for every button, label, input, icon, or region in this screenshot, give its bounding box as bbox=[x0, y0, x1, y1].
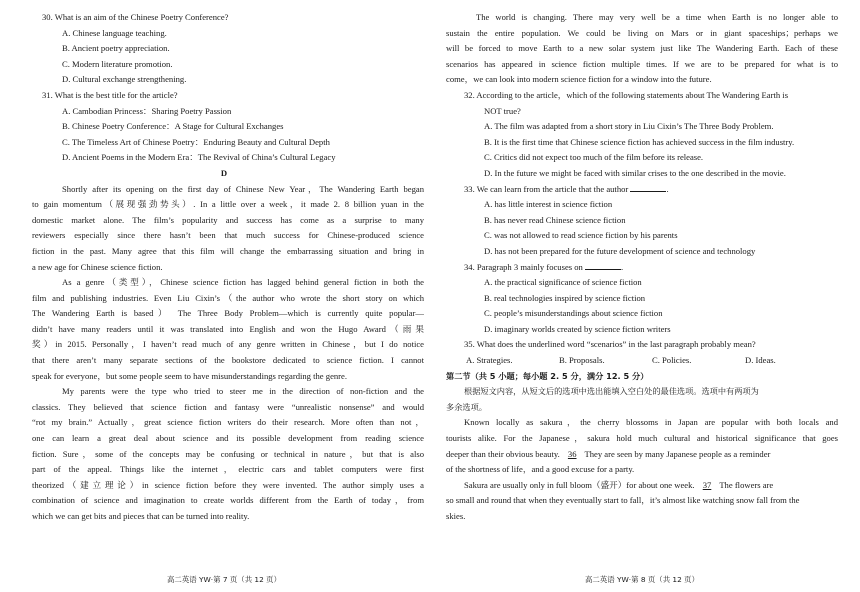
passage-line: come，we can look into modern science fiction for a window into the future. bbox=[446, 74, 712, 85]
passage-line: As a genre（类型），Chinese science fiction has lagged behind general fiction in both the bbox=[62, 277, 424, 288]
passage-line: one can learn a great deal about science and its possible development from reading science bbox=[32, 433, 424, 444]
passage-d bbox=[24, 182, 424, 525]
sakura-line: skies. bbox=[446, 511, 466, 521]
question-34-option-a: A. the practical significance of science fiction bbox=[484, 277, 642, 288]
page-footer-7: 高二英语 YW·第 7 页（共 12 页） bbox=[167, 575, 281, 584]
question-31-option-a: A. Cambodian Princess：Sharing Poetry Passion bbox=[62, 105, 232, 116]
passage-line: sustain the entire population. We could be living on Mars or in giant spaceships；perhaps we bbox=[446, 27, 838, 38]
blank-37: 37 bbox=[702, 479, 712, 490]
blank-36: 36 bbox=[567, 448, 577, 459]
question-30-option-a: A. Chinese language teaching. bbox=[62, 27, 167, 38]
question-31-option-d: D. Ancient Poems in the Modern Era：The Revival of China’s Cultural Legacy bbox=[62, 152, 336, 163]
question-30-option-d: D. Cultural exchange strengthening. bbox=[62, 74, 187, 85]
sakura-line: so small and round that when they eventually start to fall，it’s almost like watching snow fall from the bbox=[446, 495, 800, 506]
sakura-line-with-blank-36: deeper than their obvious beauty. 36 They are seen by many Japanese people as a reminder bbox=[446, 448, 771, 459]
question-31-stem: 31. What is the best title for the article? bbox=[42, 89, 178, 100]
question-35-option-b: B. Proposals. bbox=[559, 355, 605, 366]
question-33-option-d: D. has not been prepared for the future development of science and technology bbox=[484, 245, 756, 256]
passage-line: combination of science and imagination to create worlds different from the Earth of today，from bbox=[32, 495, 424, 506]
passage-line: film and publishing industries. Even Liu Cixin’s（the author who wrote the short story on which bbox=[32, 292, 424, 303]
passage-line: theorized（建立理论）in science fiction before they were invented. The author simply uses a bbox=[32, 479, 424, 490]
question-34-stem: 34. Paragraph 3 mainly focuses on . bbox=[464, 261, 624, 272]
question-34-option-d: D. imaginary worlds created by science fiction writers bbox=[484, 323, 671, 334]
passage-line: My parents were the type who tried to steer me in the direction of non-fiction and the bbox=[62, 386, 424, 397]
left-page bbox=[24, 0, 424, 592]
question-35-option-a: A. Strategies. bbox=[466, 355, 513, 366]
passage-line: a new age for Chinese science fiction. bbox=[32, 261, 163, 272]
sakura-line: of the shortness of life，and a good excuse for a party. bbox=[446, 464, 635, 475]
sakura-line: tourists alike. For the Japanese，sakura hold much cultural and historical significance that goes bbox=[446, 433, 838, 444]
page-footer-8: 高二英语 YW·第 8 页（共 12 页） bbox=[585, 575, 699, 584]
passage-line: domestic market alone. The film’s popularity and success has come as a surprise to many bbox=[32, 214, 424, 225]
question-33-option-a: A. has little interest in science fiction bbox=[484, 199, 613, 210]
passage-line: fiction in the past. Many agree that this film will change the embarrassing situation and bring in bbox=[32, 245, 424, 256]
passage-line: “rot my brain.” Actually，great science fiction writers do their research. More often than not， bbox=[32, 417, 424, 428]
question-30-option-c: C. Modern literature promotion. bbox=[62, 58, 173, 69]
sakura-line-with-blank-37: Sakura are usually only in full bloom（盛开）for about one week. 37 The flowers are bbox=[464, 479, 774, 490]
passage-line: speak for everyone，but some people seem to have misunderstandings regarding the genre. bbox=[32, 370, 348, 381]
question-31-option-c: C. The Timeless Art of Chinese Poetry：Enduring Beauty and Cultural Depth bbox=[62, 136, 330, 147]
passage-line: classics. They believed that science fiction and fantasy were “unrealistic nonsense” and would bbox=[32, 401, 424, 412]
question-33-option-c: C. was not allowed to read science fiction by his parents bbox=[484, 230, 678, 241]
passage-line: to gain momentum（展现强劲势头）. In a little over a week，it made 2. 8 billion yuan in the bbox=[32, 199, 424, 210]
question-32-option-c: C. Critics did not expect too much of the film before its release. bbox=[484, 152, 704, 163]
question-35-option-d: D. Ideas. bbox=[745, 355, 776, 366]
passage-line: The world is changing. There may very well be a time when Earth is no longer able to bbox=[476, 12, 838, 22]
answer-blank bbox=[585, 260, 621, 270]
section-2-instruction: 根据短文内容，从短文后的选项中选出能填入空白处的最佳选项。选项中有两项为 bbox=[464, 386, 759, 397]
question-32-stem: 32. According to the article，which of the following statements about The Wandering Earth is bbox=[464, 89, 789, 100]
question-32-option-a: A. The film was adapted from a short story in Liu Cixin’s The Three Body Problem. bbox=[484, 121, 774, 132]
question-35-options bbox=[446, 353, 838, 369]
passage-line: 奖）in 2015. Personally，I haven’t read much of any genre written in Chinese，but I do notice bbox=[32, 339, 424, 350]
passage-line: The Wandering Earth is based） The Three Body Problem—which is currently quite popular— bbox=[32, 308, 424, 319]
question-35-stem: 35. What does the underlined word “scenarios” in the last paragraph probably mean? bbox=[464, 339, 756, 350]
passage-line: scenarios has appeared in science fiction multiple times. If we are to be prepared for what is to bbox=[446, 58, 838, 69]
question-30-stem: 30. What is an aim of the Chinese Poetry Conference? bbox=[42, 12, 229, 22]
question-35-option-c: C. Policies. bbox=[652, 355, 692, 366]
passage-line: part of the appeal. Things like the internet，electric cars and tablet computers were first bbox=[32, 464, 424, 475]
passage-line: reviewers especially since there hasn’t been that much success for Chinese-produced science bbox=[32, 230, 424, 241]
question-32-stem-cont: NOT true? bbox=[484, 105, 521, 116]
passage-line: Shortly after its opening on the first day of Chinese New Year，The Wandering Earth began bbox=[62, 183, 424, 194]
question-33-option-b: B. has never read Chinese science fiction bbox=[484, 214, 626, 225]
question-31-option-b: B. Chinese Poetry Conference：A Stage for Cultural Exchanges bbox=[62, 121, 284, 132]
passage-line: fiction. Sure，some of the concepts may be confusing or technical in nature，but that is also bbox=[32, 448, 424, 459]
question-32-option-d: D. In the future we might be faced with similar crises to the one described in the movie. bbox=[484, 167, 786, 178]
passage-line: will be forced to move Earth to a new solar system just like The Wandering Earth. Each of these bbox=[446, 43, 838, 54]
passage-line: which we can get bits and pieces that can be turned into reality. bbox=[32, 511, 250, 521]
question-32-option-b: B. It is the first time that Chinese science fiction has achieved success in the film industry. bbox=[484, 136, 795, 147]
section-letter: D bbox=[220, 167, 228, 178]
sakura-line: Known locally as sakura，the cherry blossoms in Japan are popular with both locals and bbox=[464, 417, 838, 428]
section-2-heading: 第二节（共 5 小题；每小题 2. 5 分，满分 12. 5 分） bbox=[446, 370, 649, 381]
question-33-stem: 33. We can learn from the article that the author . bbox=[464, 183, 669, 194]
question-30-option-b: B. Ancient poetry appreciation. bbox=[62, 43, 170, 54]
question-34-option-c: C. people’s misunderstandings about science fiction bbox=[484, 308, 663, 319]
right-page bbox=[446, 0, 838, 592]
passage-line: that there aren’t many separate sections of the bookstore dedicated to science fiction. I cannot bbox=[32, 355, 424, 366]
question-34-option-b: B. real technologies inspired by science fiction bbox=[484, 292, 646, 303]
passage-line: didn’t have many readers until it was translated into English and won the Hugo Award（雨果 bbox=[32, 323, 424, 334]
answer-blank bbox=[630, 182, 666, 192]
section-2-instruction-cont: 多余选项。 bbox=[446, 401, 487, 412]
